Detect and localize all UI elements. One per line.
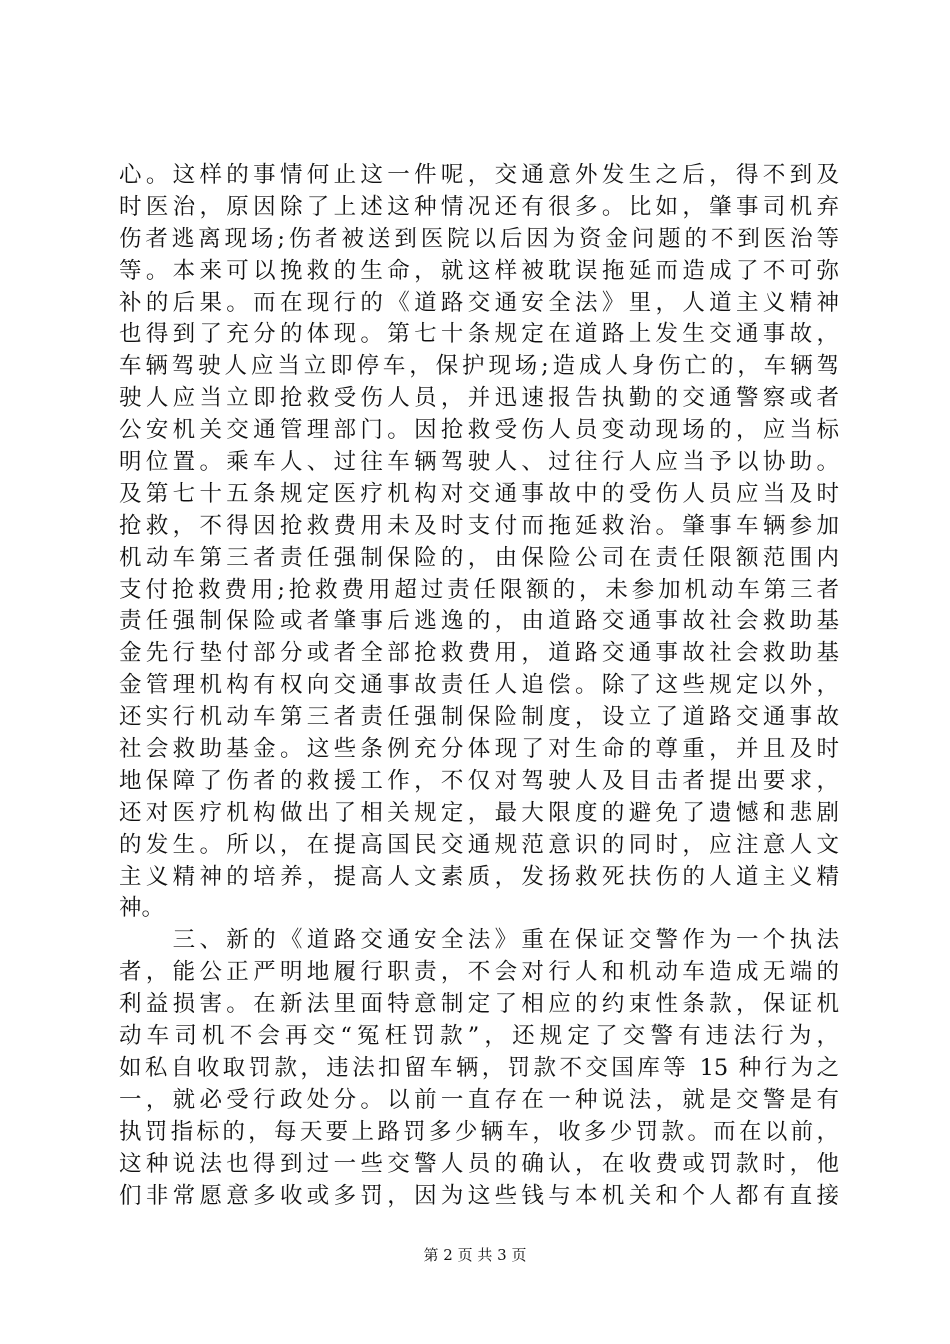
- text-line: 补的后果。而在现行的《道路交通安全法》里，人道主义精神: [119, 289, 839, 316]
- text-line: 车辆驾驶人应当立即停车，保护现场;造成人身伤亡的，车辆驾: [119, 353, 839, 380]
- text-line: 金先行垫付部分或者全部抢救费用，道路交通事故社会救助基: [119, 640, 839, 667]
- text-line: 公安机关交通管理部门。因抢救受伤人员变动现场的，应当标: [119, 417, 839, 444]
- text-line: 伤者逃离现场;伤者被送到医院以后因为资金问题的不到医治等: [119, 225, 839, 252]
- text-line: 们非常愿意多收或多罚，因为这些钱与本机关和个人都有直接: [119, 1182, 839, 1209]
- text-line: 机动车第三者责任强制保险的，由保险公司在责任限额范围内: [119, 544, 839, 571]
- text-line: 动车司机不会再交“冤枉罚款”，还规定了交警有违法行为，: [119, 1023, 839, 1050]
- text-line: 驶人应当立即抢救受伤人员，并迅速报告执勤的交通警察或者: [119, 385, 839, 412]
- text-line: 还实行机动车第三者责任强制保险制度，设立了道路交通事故: [119, 704, 839, 731]
- text-line: 这种说法也得到过一些交警人员的确认，在收费或罚款时，他: [119, 1150, 839, 1177]
- text-line: 的发生。所以，在提高国民交通规范意识的同时，应注意人文: [119, 831, 839, 858]
- text-line: 执罚指标的，每天要上路罚多少辆车，收多少罚款。而在以前，: [119, 1118, 839, 1145]
- text-line: 抢救，不得因抢救费用未及时支付而拖延救治。肇事车辆参加: [119, 512, 839, 539]
- text-line: 及第七十五条规定医疗机构对交通事故中的受伤人员应当及时: [119, 480, 839, 507]
- text-line: 如私自收取罚款，违法扣留车辆，罚款不交国库等 15 种行为之: [119, 1054, 839, 1081]
- text-line: 地保障了伤者的救援工作，不仅对驾驶人及目击者提出要求，: [119, 767, 839, 794]
- text-line: 心。这样的事情何止这一件呢，交通意外发生之后，得不到及: [119, 162, 839, 188]
- text-line: 也得到了充分的体现。第七十条规定在道路上发生交通事故，: [119, 321, 839, 348]
- text-line: 神。: [119, 895, 165, 922]
- text-line: 社会救助基金。这些条例充分体现了对生命的尊重，并且及时: [119, 736, 839, 763]
- body-text: [119, 160, 839, 1212]
- text-line: 等。本来可以挽救的生命，就这样被耽误拖延而造成了不可弥: [119, 257, 839, 284]
- text-line: 利益损害。在新法里面特意制定了相应的约束性条款，保证机: [119, 991, 839, 1018]
- page-footer: 第 2 页 共 3 页: [423, 1246, 527, 1264]
- text-line: 主义精神的培养，提高人文素质，发扬救死扶伤的人道主义精: [119, 863, 839, 890]
- text-line: 三、新的《道路交通安全法》重在保证交警作为一个执法: [119, 927, 839, 954]
- text-line: 支付抢救费用;抢救费用超过责任限额的，未参加机动车第三者: [119, 576, 839, 603]
- text-line: 明位置。乘车人、过往车辆驾驶人、过往行人应当予以协助。: [119, 449, 839, 476]
- text-line: 时医治，原因除了上述这种情况还有很多。比如，肇事司机弃: [119, 193, 839, 220]
- text-line: 一，就必受行政处分。以前一直存在一种说法，就是交警是有: [119, 1086, 839, 1113]
- text-line: 还对医疗机构做出了相关规定，最大限度的避免了遗憾和悲剧: [119, 799, 839, 826]
- text-line: 金管理机构有权向交通事故责任人追偿。除了这些规定以外，: [119, 672, 839, 699]
- text-line: 者，能公正严明地履行职责，不会对行人和机动车造成无端的: [119, 959, 839, 986]
- text-line: 责任强制保险或者肇事后逃逸的，由道路交通事故社会救助基: [119, 608, 839, 635]
